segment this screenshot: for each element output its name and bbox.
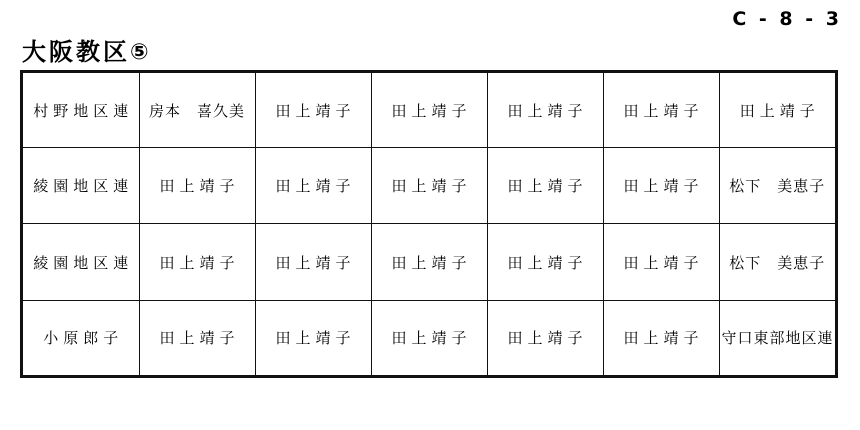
- table-row: [23, 73, 835, 148]
- table-cell: [719, 73, 835, 148]
- table-cell: [139, 300, 255, 375]
- table-cell: [23, 148, 139, 224]
- cell-text: 田上靖子: [623, 253, 704, 272]
- table-cell: [255, 300, 371, 375]
- cell-text: 田上靖子: [391, 177, 472, 196]
- table-cell: [487, 73, 603, 148]
- cell-text: 田上靖子: [159, 177, 240, 196]
- cell-text: 田上靖子: [275, 101, 356, 120]
- name-table-body: [23, 73, 835, 375]
- cell-text: 房本 喜久美: [148, 101, 245, 120]
- table-cell: [371, 300, 487, 375]
- table-cell: [371, 224, 487, 300]
- table-cell: [603, 300, 719, 375]
- table-row: [23, 224, 835, 300]
- cell-text: 田上靖子: [275, 329, 356, 348]
- table-cell: [23, 73, 139, 148]
- cell-text: 田上靖子: [391, 329, 472, 348]
- cell-text: 田上靖子: [507, 329, 588, 348]
- table-cell: [487, 148, 603, 224]
- table-cell: [487, 224, 603, 300]
- cell-text: 田上靖子: [507, 253, 588, 272]
- name-table: [23, 73, 835, 375]
- cell-text: 松下 美恵子: [729, 177, 826, 196]
- page-title-text: 大阪教区: [22, 38, 130, 66]
- cell-text: 田上靖子: [275, 177, 356, 196]
- cell-text: 田上靖子: [159, 329, 240, 348]
- page-code: C - 8 - 3: [732, 8, 842, 30]
- page-title: [22, 32, 149, 67]
- cell-text: 小原郎子: [43, 329, 124, 348]
- table-cell: [719, 148, 835, 224]
- cell-text: 田上靖子: [623, 101, 704, 120]
- table-cell: [603, 224, 719, 300]
- table-cell: [255, 148, 371, 224]
- cell-text: 田上靖子: [507, 101, 588, 120]
- table-cell: [23, 300, 139, 375]
- table-cell: [603, 148, 719, 224]
- cell-text: 田上靖子: [507, 177, 588, 196]
- table-cell: [255, 224, 371, 300]
- cell-text: 田上靖子: [391, 253, 472, 272]
- cell-text: 田上靖子: [623, 177, 704, 196]
- table-cell: [371, 73, 487, 148]
- cell-text: 田上靖子: [623, 329, 704, 348]
- table-cell: [487, 300, 603, 375]
- table-cell: [23, 224, 139, 300]
- table-cell: [255, 73, 371, 148]
- cell-text: 村野地区連: [33, 101, 134, 120]
- cell-text: 綾園地区連: [33, 253, 134, 272]
- table-row: [23, 148, 835, 224]
- cell-text: 田上靖子: [391, 101, 472, 120]
- table-cell: [139, 224, 255, 300]
- table-row: [23, 300, 835, 375]
- table-cell: [139, 148, 255, 224]
- cell-text: 田上靖子: [275, 253, 356, 272]
- table-cell: [371, 148, 487, 224]
- name-grid: [20, 70, 838, 378]
- cell-text: 田上靖子: [159, 253, 240, 272]
- page-title-circle-number: ⑤: [130, 40, 149, 65]
- table-cell: [719, 224, 835, 300]
- cell-text: 松下 美恵子: [729, 253, 826, 272]
- cell-text: 田上靖子: [739, 101, 820, 120]
- table-cell: [719, 300, 835, 375]
- table-cell: [139, 73, 255, 148]
- table-cell: [603, 73, 719, 148]
- cell-text: 守口東部地区連: [721, 329, 834, 348]
- cell-text: 綾園地区連: [33, 177, 134, 196]
